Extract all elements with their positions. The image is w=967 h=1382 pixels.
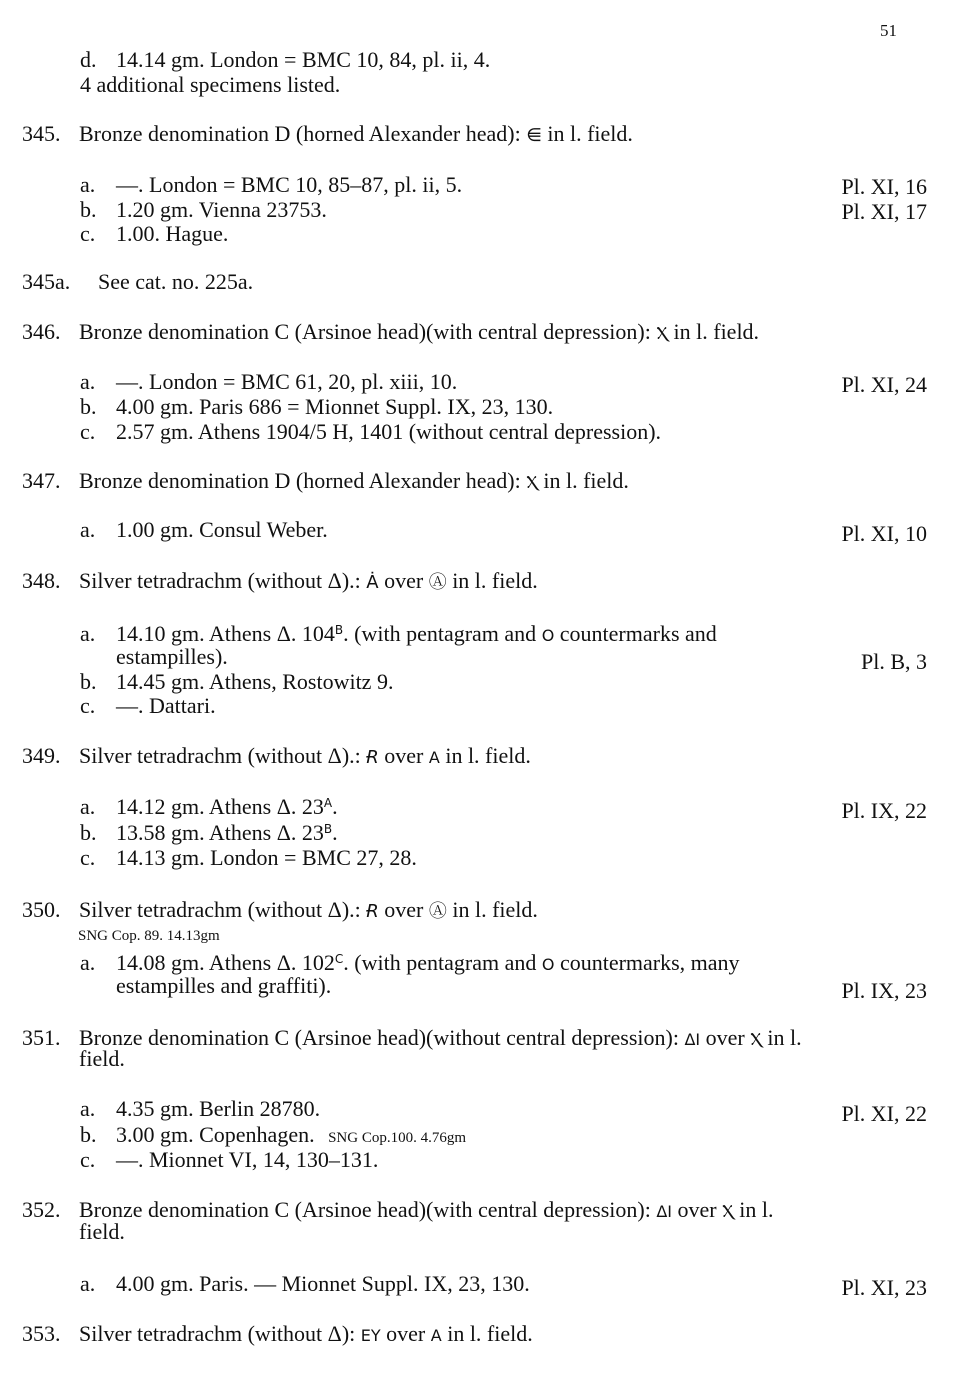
catalog-item-line [80,198,327,222]
item-text: 14.13 gm. London = BMC 27, 28. [116,845,417,870]
item-text: 14.08 gm. Athens [116,950,272,975]
item-label: a. [80,1271,96,1296]
catalog-note: 4 additional specimens listed. [80,72,341,97]
superscript: B [334,623,344,637]
entry-heading [22,122,633,148]
x-monogram-icon: Ⲭ [750,1029,762,1050]
catalog-item-line [80,694,216,718]
entry-punct: ): [341,1321,356,1346]
x-monogram-icon: Ⲭ [656,323,669,344]
entry-number: 348. [22,568,61,593]
entry-heading-continuation: field. [79,1046,125,1071]
o-countermark-icon: O [541,955,555,974]
item-text: 1.00. Hague. [116,221,229,246]
item-label: b. [80,1122,97,1147]
item-text: 14.45 gm. Athens, Rostowitz 9. [116,669,394,694]
catalog-item-line [80,670,393,694]
entry-description: Silver tetradrachm (without [79,1321,323,1346]
item-label: c. [80,419,96,444]
item-label: a. [80,369,96,394]
item-text: 14.14 gm. London = BMC 10, 84, pl. ii, 4. [116,47,491,72]
item-label: b. [80,669,97,694]
entry-description: Silver tetradrachm (without [79,897,323,922]
plate-reference: Pl. XI, 24 [841,372,927,397]
item-label: a. [80,621,96,646]
a-letter-icon: A [430,1326,442,1345]
delta-icon: Δ [327,897,342,922]
over-text: over [384,897,424,922]
entry-description: See cat. no. 225a. [98,269,254,294]
item-text: 3.00 gm. Copenhagen. [116,1122,315,1147]
entry-number: 345a. [22,269,71,294]
a-dot-monogram-icon: Ȧ [366,572,379,593]
entry-heading [22,270,253,294]
item-text: 13.58 gm. Athens [116,820,272,845]
item-text: 4.35 gm. Berlin 28780. [116,1096,321,1121]
plate-reference: Pl. XI, 23 [841,1275,927,1300]
item-text: —. London = BMC 61, 20, pl. xiii, 10. [116,369,458,394]
delta-i-monogram-icon: ΔI [656,1202,672,1221]
r-monogram-icon: Ɍ [366,901,379,922]
catalog-item-line [80,1272,530,1296]
ke-monogram-icon: ⋹ [526,125,542,146]
entry-heading [22,1026,802,1052]
entry-field-text: in l. field. [543,468,629,493]
item-text: 2.57 gm. Athens 1904/5 H, 1401 (without central depression). [116,419,662,444]
item-label: a. [80,950,96,975]
delta-icon: Δ [276,794,291,819]
item-label: a. [80,172,96,197]
item-text: . 23 [290,794,324,819]
catalog-item-line [80,1097,320,1121]
delta-icon: Δ [276,820,291,845]
superscript: C [334,952,344,966]
delta-icon: Δ [327,1321,342,1346]
item-label: b. [80,197,97,222]
entry-heading [22,469,629,495]
item-text: 1.00 gm. Consul Weber. [116,517,328,542]
plate-reference: Pl. XI, 10 [841,521,927,546]
item-label: b. [80,820,97,845]
catalog-item-line [80,173,462,197]
item-text: . (with pentagram and [343,950,537,975]
handwritten-note: SNG Cop. 89. 14.13gm [78,928,220,944]
a-letter-icon: A [428,748,440,767]
entry-field-text: in l. field. [452,897,538,922]
entry-heading [22,744,531,770]
item-text: countermarks, many [559,950,740,975]
entry-field-text: in l. field. [447,1321,533,1346]
item-label: a. [80,794,96,819]
r-monogram-icon: Ɍ [366,747,379,768]
item-label: d. [80,47,97,72]
entry-heading [22,569,538,595]
delta-icon: Δ [327,743,342,768]
entry-description: Silver tetradrachm (without [79,568,323,593]
a-arrow-monogram-icon: Ⓐ [428,572,447,593]
handwritten-note: SNG Cop.100. 4.76gm [328,1130,467,1146]
entry-punct: ).: [341,743,361,768]
item-label: c. [80,693,96,718]
item-text: 4.00 gm. Paris. — Mionnet Suppl. IX, 23, 130. [116,1271,530,1296]
item-text: 14.10 gm. Athens [116,621,272,646]
item-text: —. Dattari. [116,693,216,718]
entry-heading [22,1198,774,1224]
entry-number: 347. [22,468,61,493]
catalog-item-continuation: estampilles and graffiti). [116,973,332,998]
page-number: 51 [880,21,897,40]
delta-icon: Δ [276,950,291,975]
item-text: . [332,820,338,845]
entry-heading-continuation: field. [79,1219,125,1244]
over-text: over [677,1197,717,1222]
superscript: B [323,822,333,836]
delta-i-monogram-icon: ΔI [684,1030,701,1049]
entry-field-text: in l. field. [673,319,760,344]
catalog-item-line [80,846,417,870]
superscript: A [323,796,333,810]
entry-number: 353. [22,1321,61,1346]
entry-description: Bronze denomination C (Arsinoe head)(without central depression): [79,1025,679,1050]
item-text: . 104 [290,621,335,646]
entry-heading [22,898,538,924]
item-label: c. [80,1147,96,1172]
entry-description: Silver tetradrachm (without [79,743,323,768]
entry-heading [22,320,759,346]
catalog-item-line [80,518,328,542]
plate-reference: Pl. IX, 22 [841,798,927,823]
item-text: . (with pentagram and [343,621,537,646]
entry-field-text: in l. field. [452,568,538,593]
delta-icon: Δ [327,568,342,593]
catalog-item-line [80,370,457,394]
a-arrow-monogram-icon: Ⓐ [428,901,447,922]
entry-field-text: in l. [767,1025,802,1050]
item-label: a. [80,1096,96,1121]
x-monogram-icon: Ⲭ [526,472,538,493]
plate-reference: Pl. B, 3 [860,649,927,674]
entry-description: Bronze denomination D (horned Alexander head): [79,468,521,493]
entry-field-text: in l. field. [547,121,633,146]
catalog-item-line [80,48,490,72]
over-text: over [705,1025,745,1050]
entry-number: 349. [22,743,61,768]
catalog-item-line [80,1123,466,1147]
entry-number: 352. [22,1197,61,1222]
x-monogram-icon: Ⲭ [722,1201,734,1222]
item-text: —. London = BMC 10, 85–87, pl. ii, 5. [116,172,463,197]
catalog-item-line [80,821,338,845]
item-text: 14.12 gm. Athens [116,794,272,819]
item-text: 1.20 gm. Vienna 23753. [116,197,327,222]
item-label: b. [80,394,97,419]
item-text: countermarks and [559,621,717,646]
over-text: over [386,1321,426,1346]
item-text: 4.00 gm. Paris 686 = Mionnet Suppl. IX, 23, 130. [116,394,554,419]
item-text: —. Mionnet VI, 14, 130–131. [116,1147,379,1172]
entry-description: Bronze denomination C (Arsinoe head)(with central depression): [79,319,651,344]
entry-number: 345. [22,121,61,146]
plate-reference: Pl. XI, 22 [841,1101,927,1126]
entry-description: Bronze denomination C (Arsinoe head)(with central depression): [79,1197,651,1222]
catalog-item-line [80,222,228,246]
entry-field-text: in l. field. [445,743,531,768]
entry-punct: ).: [341,897,361,922]
item-text: . 102 [290,950,335,975]
item-text: . 23 [290,820,324,845]
plate-reference: Pl. XI, 17 [841,199,927,224]
entry-field-text: in l. [739,1197,774,1222]
entry-heading [22,1322,533,1348]
item-text: . [332,794,338,819]
over-text: over [384,568,424,593]
catalog-item-line [80,1148,378,1172]
entry-number: 350. [22,897,61,922]
ey-letters-icon: EY [360,1326,381,1345]
o-countermark-icon: O [541,626,555,645]
plate-reference: Pl. XI, 16 [841,174,927,199]
entry-number: 346. [22,319,61,344]
delta-icon: Δ [276,621,291,646]
item-label: c. [80,221,96,246]
entry-punct: ).: [341,568,361,593]
catalog-item-continuation: estampilles). [116,644,228,669]
plate-reference: Pl. IX, 23 [841,978,927,1003]
entry-number: 351. [22,1025,61,1050]
over-text: over [384,743,424,768]
item-label: a. [80,517,96,542]
item-label: c. [80,845,96,870]
entry-description: Bronze denomination D (horned Alexander head): [79,121,521,146]
catalog-item-line [80,420,661,444]
catalog-item-line [80,395,553,419]
catalog-item-line [80,795,338,819]
